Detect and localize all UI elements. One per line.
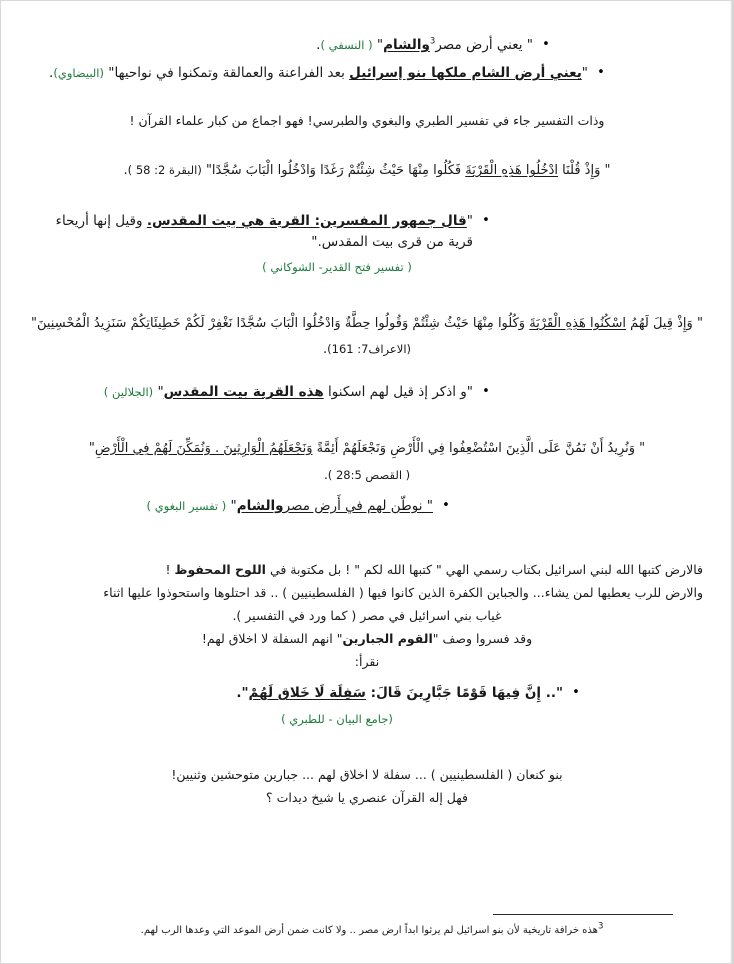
emphasis-text: هذه القرية بيت المقدس <box>163 383 324 400</box>
source-citation-shawkani: ( تفسير فتح القدير- الشوكاني ) <box>262 260 412 275</box>
quote-open: " نوطّن لهم في أَرض مصر <box>283 497 433 514</box>
list-item <box>31 63 703 84</box>
quran-verse-baqarah <box>31 158 703 185</box>
footnote-text: هذه خرافة تاريخية لأن بنو اسرائيل لم يرثوا ابداً ارض مصر .. ولا كانت ضمن أرض الموعد التي وعدها الرب لهم. <box>140 925 598 936</box>
verse-underlined: اسْكُنُوا هَذِهِ الْقَرْيَةَ <box>529 315 626 331</box>
footnote-area <box>31 914 703 939</box>
emphasis-text: سَفِلَة لَا خَلاق لَهُمْ <box>248 685 366 702</box>
verse-rest: فَكُلُوا مِنْهَا حَيْثُ شِئْتُمْ رَغَدًا وَادْخُلُوا الْبَابَ سُجَّدًا" <box>205 162 462 178</box>
quote-rest: وقيل إنها أريحاء قرية من قرى بيت المقدس." <box>55 212 473 250</box>
quote-close: " <box>157 383 164 400</box>
verse-reference: (البقرة 2: 58 ) <box>127 162 202 177</box>
paragraph-closing-2: فهل إله القرآن عنصري يا شيخ ديدات ؟ <box>266 789 468 805</box>
document-body <box>31 35 703 809</box>
bullet-marker: • <box>597 64 605 80</box>
verse-reference: (الاعراف7: 161) <box>327 342 412 357</box>
source-citation: (البيضاوي) <box>53 65 104 80</box>
quran-verse-araf <box>31 311 703 364</box>
emphasis-text: يعني أرض الشام ملكها بنو إسرائيل <box>349 64 582 81</box>
verse-underlined: وَنَجْعَلَهُمُ الْوَارِثِينَ . وَنُمَكِّنَ لَهُمْ فِي الْأَرْضِ <box>94 440 313 456</box>
paragraph-body-1-tail: ! <box>165 561 175 577</box>
quote-open: " <box>466 212 473 229</box>
list-item <box>31 683 703 704</box>
list-item <box>31 382 703 403</box>
sentence-tail: . <box>322 342 328 358</box>
bullet-marker: • <box>482 383 490 399</box>
emphasis-text: والشام <box>383 37 430 53</box>
sentence-tail: . <box>49 64 54 81</box>
emphasis-text: قال جمهور المفسرين: القرية هي بيت المقدس. <box>146 212 467 229</box>
paragraph-read-prompt: نقرأ: <box>354 654 380 670</box>
quote-open: "و اذكر إذ قيل لهم اسكنوا <box>328 383 473 400</box>
page-edge-shadow <box>730 1 733 963</box>
bullet-marker: • <box>442 497 450 513</box>
paragraph-body-2: والارض للرب يعطيها لمن يشاء... والجباين الكفرة الذين كانوا فيها ( الفلسطينيين ) .. قد احتلوها واستحوذوا عليها اثناء <box>103 584 703 600</box>
quote-open: ".. إِنَّ فِيهَا قَوْمًا جَبَّارِينَ قَالَ: <box>370 685 563 702</box>
bullet-content <box>147 496 433 517</box>
bullet-content <box>316 35 533 56</box>
list-item <box>31 211 703 253</box>
footnote-reference-marker: 3 <box>429 36 436 47</box>
quote-open: " يعني أرض مصر <box>435 37 533 53</box>
emphasis-qawm-jabbarin: القوم الجبارين <box>342 631 433 647</box>
footnote-entry <box>31 922 703 939</box>
paragraph-body-4-post: " انهم السفلة لا اخلاق لهم! <box>201 631 343 647</box>
paragraph-body-4 <box>31 627 703 650</box>
verse-open: " وَنُرِيدُ أَنْ نَمُنَّ عَلَى الَّذِينَ اسْتُضْعِفُوا فِي الْأَرْضِ وَنَجْعَلَهُمْ أَئِمَّةً <box>316 440 646 456</box>
bullet-content <box>49 63 588 84</box>
quote-close: " <box>376 37 384 53</box>
sentence-tail: . <box>323 466 328 482</box>
quote-close: ". <box>236 685 249 702</box>
verse-open: " وَإِذْ قِيلَ لَهُمُ <box>630 315 703 331</box>
verse-rest: وَكُلُوا مِنْهَا حَيْثُ شِئْتُمْ وَقُولُوا حِطَّةٌ وَادْخُلُوا الْبَابَ سُجَّدًا نَغْفِرْ لَكُمْ خَطِيئَاتِكُمْ سَنَزِيدُ الْمُحْسِنِينَ" <box>31 315 526 331</box>
quote-rest: بعد الفراعنة والعمالقة وتمكنوا في نواحيها" <box>108 64 345 81</box>
verse-rest: " <box>88 440 95 456</box>
paragraph-tafsir-note: وذات التفسير جاء في تفسير الطبري والبغوي والطبرسي! فهو اجماع من كبار علماء القرآن ! <box>129 112 605 128</box>
paragraph-closing-1: بنو كنعان ( الفلسطينيين ) ... سفلة لا اخلاق لهم ... جبارين متوحشين وثنيين! <box>171 766 563 782</box>
paragraph-body-1-text: فالارض كتبها الله لبني اسرائيل بكتاب رسمي الهي " كتبها الله لكم " ! بل مكتوبة في <box>269 561 703 577</box>
sentence-tail: . <box>123 162 128 178</box>
footnote-separator-rule <box>493 914 673 915</box>
bullet-marker: • <box>482 212 490 228</box>
list-item <box>31 496 703 517</box>
bullet-marker: • <box>542 37 550 52</box>
source-citation-tabari: (جامع البيان - للطبري ) <box>281 712 393 727</box>
verse-open: " وَإِذْ قُلْنَا <box>562 162 611 178</box>
source-citation: ( تفسير البغوي ) <box>146 498 227 513</box>
source-citation: (الجلالين ) <box>103 384 154 399</box>
footnote-marker: 3 <box>597 921 604 932</box>
bullet-content <box>236 683 563 704</box>
emphasis-text: والشام <box>236 497 284 514</box>
quote-open: " <box>581 64 588 81</box>
quote-close: " <box>230 497 237 514</box>
emphasis-lawh-mahfuz: اللوح المحفوظ <box>174 561 266 577</box>
sentence-tail: . <box>316 37 321 53</box>
bullet-marker: • <box>572 685 580 701</box>
paragraph-body-4-pre: وقد فسروا وصف " <box>432 631 533 647</box>
list-item <box>31 35 703 56</box>
paragraph-body-1 <box>31 558 703 581</box>
verse-reference: ( القصص 28:5 ) <box>327 467 411 482</box>
bullet-content <box>31 211 473 253</box>
bullet-content <box>104 382 473 403</box>
quran-verse-qasas <box>31 436 703 463</box>
paragraph-body-3: غياب بني اسرائيل في مصر ( كما ورد في التفسير ). <box>232 607 502 623</box>
verse-underlined: ادْخُلُوا هَذِهِ الْقَرْيَةَ <box>465 162 558 178</box>
source-citation: ( النسفي ) <box>320 38 373 52</box>
verse-reference-line-qasas <box>31 463 703 486</box>
